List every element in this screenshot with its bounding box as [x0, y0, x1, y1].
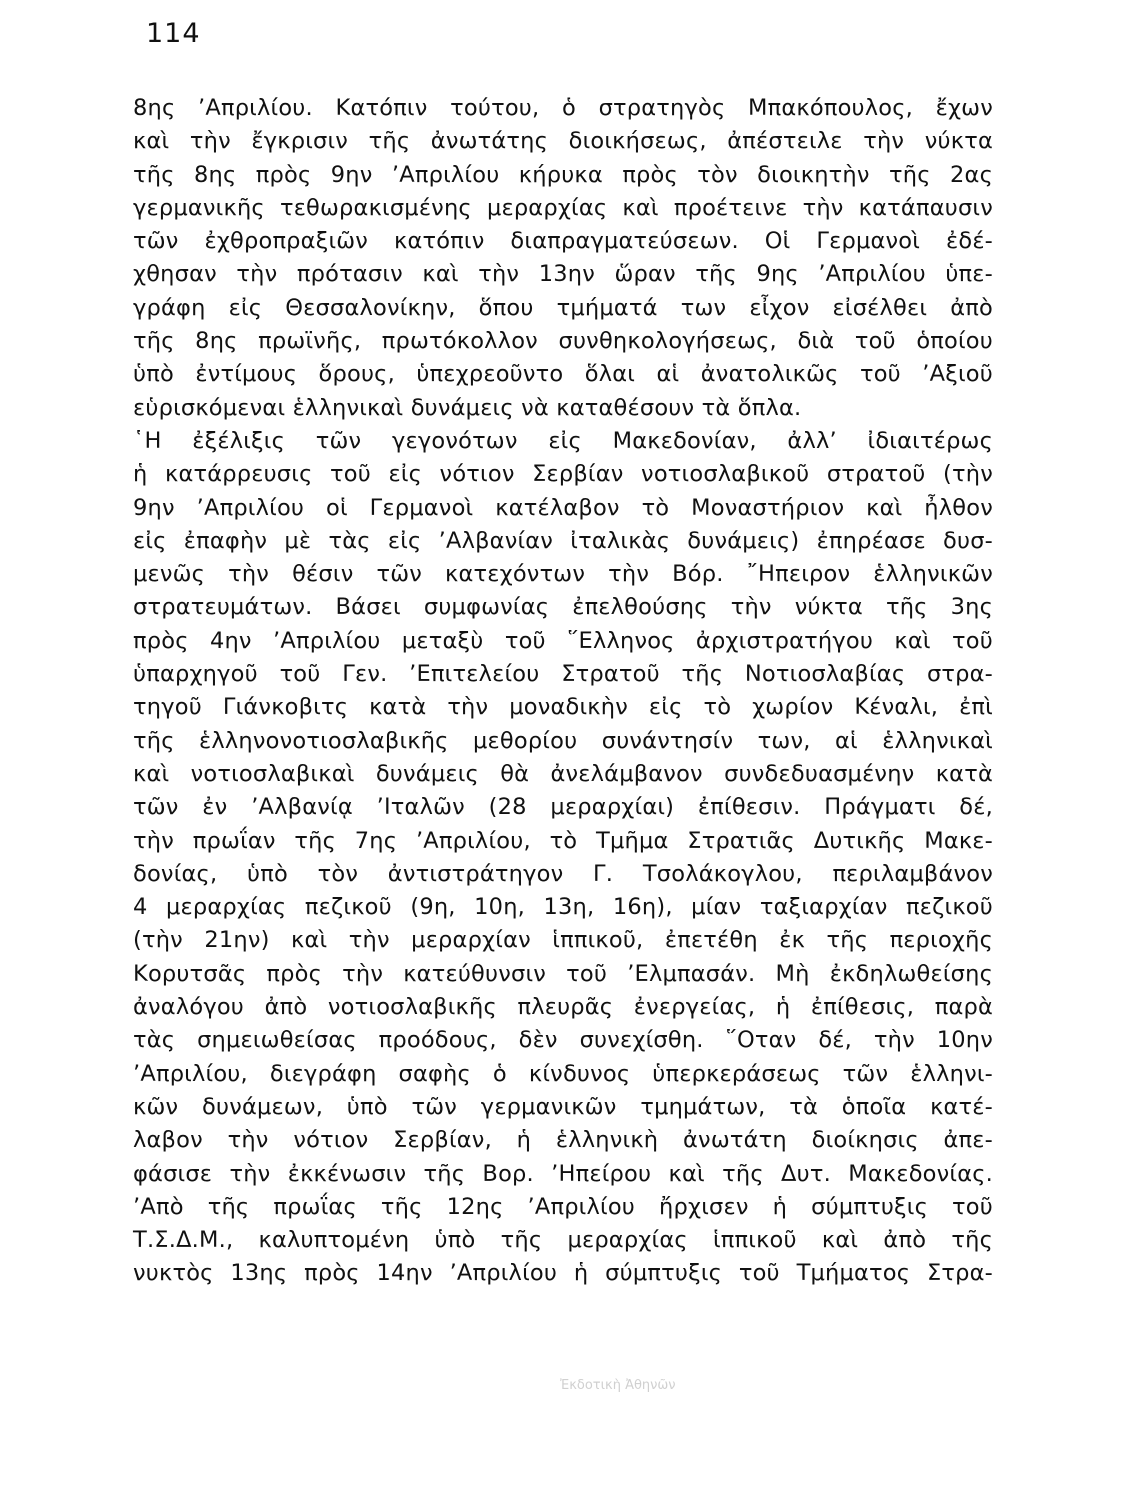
- text-line: τὴν πρωΐαν τῆς 7ης ’Απριλίου, τὸ Τμῆμα Στρατιᾶς Δυτικῆς Μακε-: [133, 827, 993, 854]
- text-line: πρὸς 4ην ’Απριλίου μεταξὺ τοῦ ῞Ελληνος ἀρχιστρατήγου καὶ τοῦ: [133, 627, 993, 654]
- text-line: Κορυτσᾶς πρὸς τὴν κατεύθυνσιν τοῦ ’Ελμπασάν. Μὴ ἐκδηλωθείσης: [133, 960, 993, 987]
- text-line: κῶν δυνάμεων, ὑπὸ τῶν γερμανικῶν τμημάτων, τὰ ὁποῖα κατέ-: [133, 1093, 993, 1120]
- text-line: τῶν ἐν ’Αλβανίᾳ ’Ιταλῶν (28 μεραρχίαι) ἐπίθεσιν. Πράγματι δέ,: [133, 794, 993, 821]
- text-line: στρατευμάτων. Βάσει συμφωνίας ἐπελθούσης τὴν νύκτα τῆς 3ης: [133, 594, 993, 621]
- text-line: ’Απριλίου, διεγράφη σαφὴς ὁ κίνδυνος ὑπερκεράσεως τῶν ἑλληνι-: [133, 1060, 993, 1087]
- body-text: [133, 92, 993, 1291]
- text-line: λαβον τὴν νότιον Σερβίαν, ἡ ἑλληνικὴ ἀνωτάτη διοίκησις ἀπε-: [133, 1127, 993, 1154]
- text-line: (τὴν 21ην) καὶ τὴν μεραρχίαν ἱππικοῦ, ἐπετέθη ἐκ τῆς περιοχῆς: [133, 927, 993, 954]
- text-line: τῶν ἐχθροπραξιῶν κατόπιν διαπραγματεύσεων. Οἱ Γερμανοὶ ἐδέ-: [133, 228, 993, 255]
- faint-footer-text: Ἐκδοτικὴ Ἀθηνῶν: [560, 1378, 676, 1393]
- text-line: ὑπαρχηγοῦ τοῦ Γεν. ’Επιτελείου Στρατοῦ τῆς Νοτιοσλαβίας στρα-: [133, 661, 993, 688]
- text-line: 8ης ’Απριλίου. Κατόπιν τούτου, ὁ στρατηγὸς Μπακόπουλος, ἔχων: [133, 95, 993, 121]
- text-line: χθησαν τὴν πρότασιν καὶ τὴν 13ην ὥραν τῆς 9ης ’Απριλίου ὑπε-: [133, 261, 993, 288]
- text-line: τηγοῦ Γιάνκοβιτς κατὰ τὴν μοναδικὴν εἰς τὸ χωρίον Κέναλι, ἐπὶ: [133, 694, 993, 721]
- text-line: ἀναλόγου ἀπὸ νοτιοσλαβικῆς πλευρᾶς ἐνεργείας, ἡ ἐπίθεσις, παρὰ: [133, 994, 993, 1021]
- text-line: εὑρισκόμεναι ἑλληνικαὶ δυνάμεις νὰ καταθέσουν τὰ ὅπλα.: [133, 394, 802, 421]
- page-number: 114: [146, 18, 201, 49]
- text-line: Τ.Σ.Δ.Μ., καλυπτομένη ὑπὸ τῆς μεραρχίας ἱππικοῦ καὶ ἀπὸ τῆς: [133, 1227, 993, 1254]
- text-line: νυκτὸς 13ης πρὸς 14ην ’Απριλίου ἡ σύμπτυξις τοῦ Τμήματος Στρα-: [133, 1260, 993, 1287]
- text-line: 4 μεραρχίας πεζικοῦ (9η, 10η, 13η, 16η), μίαν ταξιαρχίαν πεζικοῦ: [133, 894, 993, 921]
- text-line: μενῶς τὴν θέσιν τῶν κατεχόντων τὴν Βόρ. ῎Ηπειρον ἑλληνικῶν: [133, 561, 993, 588]
- text-line: ’Απὸ τῆς πρωΐας τῆς 12ης ’Απριλίου ἤρχισεν ἡ σύμπτυξις τοῦ: [133, 1193, 993, 1220]
- text-line: τῆς ἑλληνονοτιοσλαβικῆς μεθορίου συνάντησίν των, αἱ ἑλληνικαὶ: [133, 727, 993, 754]
- text-line: εἰς ἐπαφὴν μὲ τὰς εἰς ’Αλβανίαν ἰταλικὰς δυνάμεις) ἐπηρέασε δυσ-: [133, 527, 993, 554]
- text-line: καὶ νοτιοσλαβικαὶ δυνάμεις θὰ ἀνελάμβανον συνδεδυασμένην κατὰ: [133, 760, 993, 787]
- text-line: τὰς σημειωθείσας προόδους, δὲν συνεχίσθη. ῞Οταν δέ, τὴν 10ην: [133, 1027, 993, 1054]
- text-line: 9ην ’Απριλίου οἱ Γερμανοὶ κατέλαβον τὸ Μοναστήριον καὶ ἦλθον: [133, 494, 993, 521]
- text-line: καὶ τὴν ἔγκρισιν τῆς ἀνωτάτης διοικήσεως, ἀπέστειλε τὴν νύκτα: [133, 128, 993, 155]
- text-line: δονίας, ὑπὸ τὸν ἀντιστράτηγον Γ. Τσολάκογλου, περιλαμβάνον: [133, 860, 993, 887]
- text-line: τῆς 8ης πρωϊνῆς, πρωτόκολλον συνθηκολογήσεως, διὰ τοῦ ὁποίου: [133, 328, 993, 355]
- text-line: ῾Η ἐξέλιξις τῶν γεγονότων εἰς Μακεδονίαν, ἀλλ’ ἰδιαιτέρως: [133, 427, 993, 454]
- text-line: ὑπὸ ἐντίμους ὅρους, ὑπεχρεοῦντο ὅλαι αἱ ἀνατολικῶς τοῦ ’Αξιοῦ: [133, 361, 993, 388]
- text-line: τῆς 8ης πρὸς 9ην ’Απριλίου κήρυκα πρὸς τὸν διοικητὴν τῆς 2ας: [133, 161, 993, 188]
- text-line: γερμανικῆς τεθωρακισμένης μεραρχίας καὶ προέτεινε τὴν κατάπαυσιν: [133, 194, 993, 221]
- text-line: γράφη εἰς Θεσσαλονίκην, ὅπου τμήματά των εἶχον εἰσέλθει ἀπὸ: [133, 294, 993, 321]
- text-line: φάσισε τὴν ἐκκένωσιν τῆς Βορ. ’Ηπείρου καὶ τῆς Δυτ. Μακεδονίας.: [133, 1160, 993, 1187]
- text-line: ἡ κατάρρευσις τοῦ εἰς νότιον Σερβίαν νοτιοσλαβικοῦ στρατοῦ (τὴν: [133, 461, 993, 488]
